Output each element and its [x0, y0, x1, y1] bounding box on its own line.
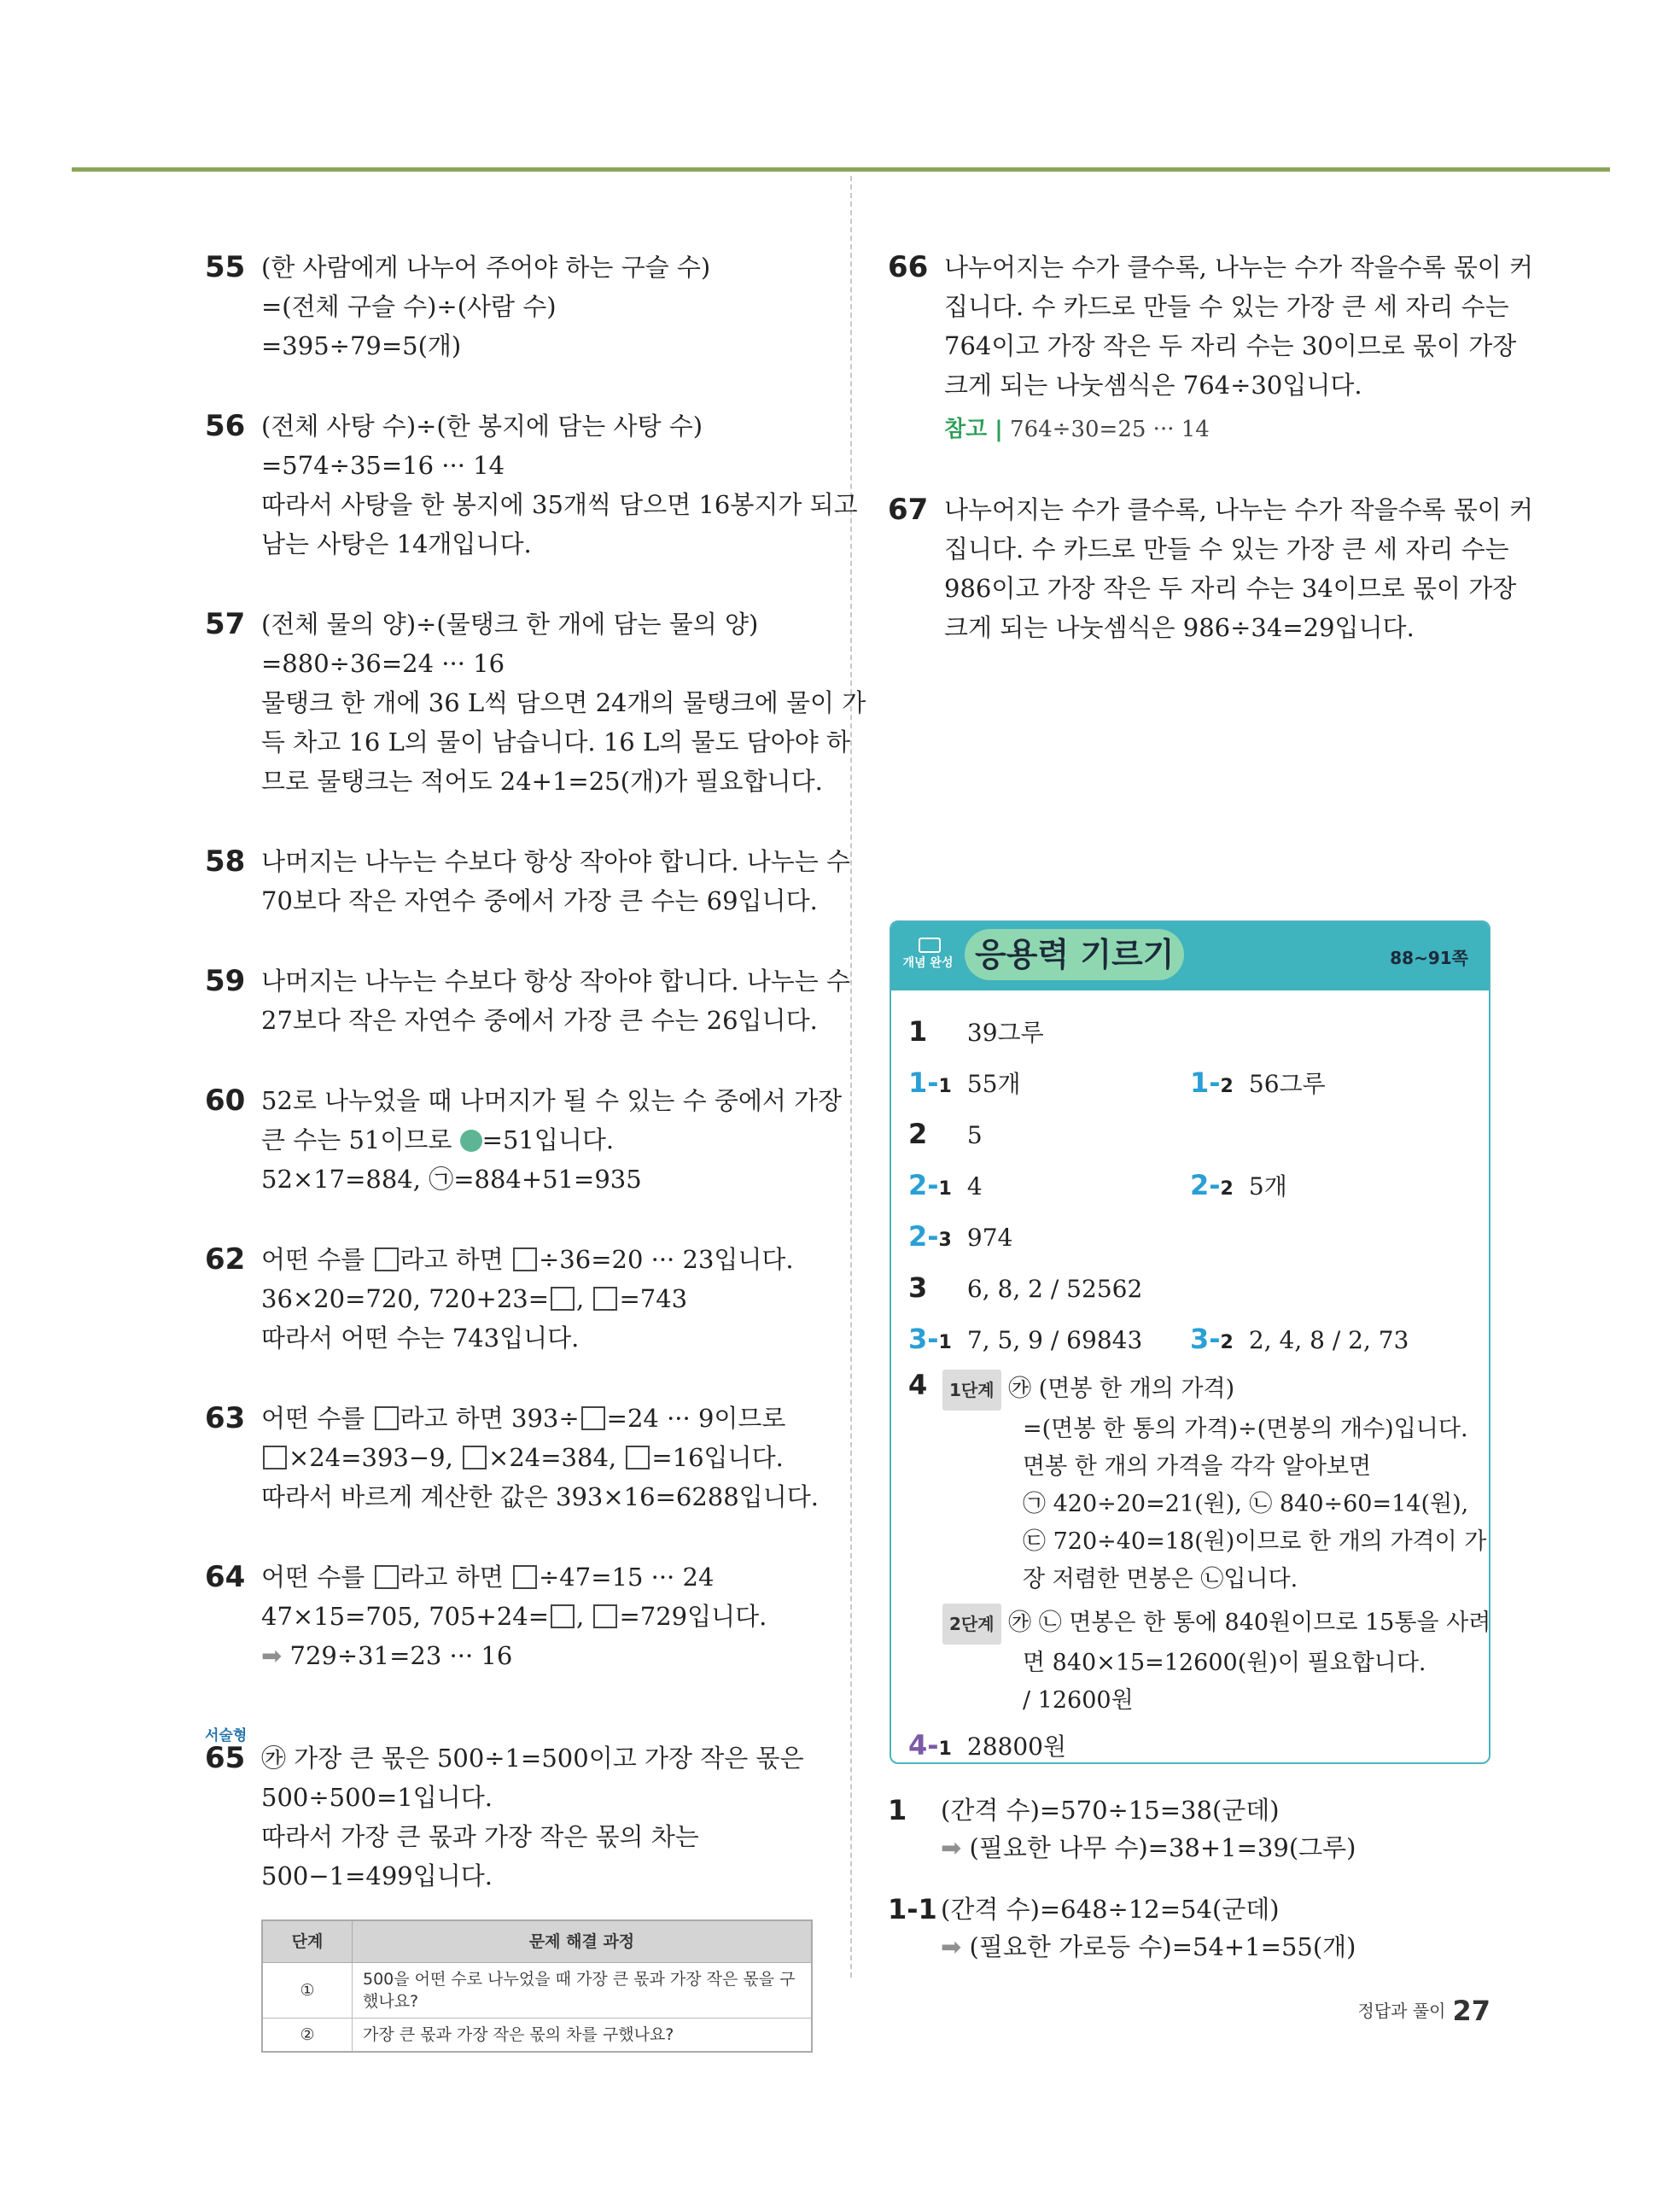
answer-67	[888, 490, 1534, 647]
answer-key	[1190, 1313, 1241, 1369]
text-fragment: (필요한 가로등 수)=54+1=55(개)	[969, 1932, 1356, 1961]
blank-box-icon	[626, 1446, 650, 1469]
solution-line	[942, 1370, 1472, 1411]
answer-line	[261, 1120, 820, 1160]
answer-line: 집니다. 수 카드로 만들 수 있는 가장 큰 세 자리 수는	[944, 292, 1509, 321]
panel-header	[891, 922, 1489, 990]
table-cell: ①	[262, 1963, 353, 2019]
answer-line: 70보다 작은 자연수 중에서 가장 큰 수는 69입니다.	[261, 886, 818, 915]
answer-right-half	[1190, 1313, 1409, 1369]
answer-line: 크게 되는 나눗셈식은 764÷30입니다.	[944, 371, 1362, 400]
answer-value: 28800원	[966, 1732, 1067, 1761]
solution-line: / 12600원	[1023, 1687, 1134, 1714]
answer-62	[205, 1240, 820, 1358]
text-fragment: =24 ··· 9이므로	[606, 1404, 786, 1433]
answer-line: 986이고 가장 작은 두 자리 수는 34이므로 몫이 가장	[944, 574, 1517, 603]
answer-value: 39그루	[966, 1019, 1044, 1047]
answer-row	[908, 1313, 1472, 1364]
step-1-badge: 1단계	[942, 1370, 1001, 1411]
answer-line: 27보다 작은 자연수 중에서 가장 큰 수는 26입니다.	[261, 1006, 818, 1035]
arrow-right-icon: ➡	[261, 1641, 283, 1670]
question-number: 58	[205, 844, 246, 879]
answer-line: =(전체 구슬 수)÷(사람 수)	[261, 292, 557, 321]
answer-line: 남는 사탕은 14개입니다.	[261, 529, 532, 558]
text-fragment: ,	[576, 1284, 585, 1313]
answer-line: 나누어지는 수가 클수록, 나누는 수가 작을수록 몫이 커	[944, 253, 1534, 282]
question-number: 59	[205, 964, 246, 998]
answer-line: 500÷500=1입니다.	[261, 1783, 493, 1812]
key-main: 4-	[908, 1729, 939, 1762]
answer-59	[205, 961, 851, 1040]
solution-line: 장 저렴한 면봉은 ㉡입니다.	[1023, 1566, 1298, 1592]
question-number: 60	[205, 1084, 246, 1118]
text-fragment: ÷47=15 ··· 24	[539, 1563, 715, 1592]
answer-line: 득 차고 16 L의 물이 남습니다. 16 L의 물도 담아야 하	[261, 727, 850, 757]
text-fragment: 47×15=705, 705+24=	[261, 1602, 550, 1631]
answer-value: 5개	[1248, 1172, 1287, 1201]
solution-1-1	[888, 1890, 1502, 1966]
text-fragment: =51입니다.	[481, 1125, 615, 1154]
answer-4-solution	[908, 1369, 1491, 1720]
answer-line	[261, 1399, 820, 1438]
text-fragment: ÷36=20 ··· 23입니다.	[539, 1245, 794, 1274]
scoring-rubric-table	[261, 1919, 813, 2053]
answer-value: 6, 8, 2 / 52562	[966, 1275, 1143, 1303]
answer-row	[908, 1160, 1472, 1211]
answer-value: 5	[966, 1121, 983, 1149]
blank-box-icon	[375, 1247, 399, 1271]
reference-note	[944, 410, 1502, 449]
question-number: 66	[888, 250, 929, 284]
table-cell: 가장 큰 몫과 가장 작은 몫의 차를 구했나요?	[353, 2019, 813, 2053]
text-fragment: ×24=384,	[488, 1443, 617, 1472]
key-sub: 2	[1220, 1178, 1234, 1200]
table-header-row	[262, 1920, 812, 1963]
key-main: 1-	[908, 1066, 939, 1099]
solution-line: 면봉 한 개의 가격을 각각 알아보면	[1023, 1453, 1372, 1480]
solution-1	[888, 1791, 1502, 1867]
question-number: 56	[205, 409, 246, 443]
table-row	[262, 1963, 812, 2019]
answer-58	[205, 842, 851, 920]
text-fragment: ㉮ ㉡ 면봉은 한 통에 840원이므로 15통을 사려	[1008, 1610, 1491, 1636]
blank-box-icon	[513, 1565, 537, 1589]
answer-line: 500−1=499입니다.	[261, 1861, 493, 1890]
column-header: 문제 해결 과정	[353, 1920, 813, 1963]
answer-right-half	[1190, 1057, 1326, 1113]
solution-line	[941, 1829, 1502, 1867]
page-number: 27	[1452, 1995, 1490, 2027]
answer-value: 7, 5, 9 / 69843	[966, 1326, 1143, 1354]
answer-line: 나누어지는 수가 클수록, 나누는 수가 작을수록 몫이 커	[944, 495, 1534, 524]
answer-key	[908, 1720, 960, 1775]
key-main: 3-	[908, 1323, 939, 1355]
text-fragment: ,	[576, 1602, 585, 1631]
solution-line: =(면봉 한 통의 가격)÷(면봉의 개수)입니다.	[1023, 1416, 1468, 1442]
text-fragment: 어떤 수를	[261, 1563, 365, 1592]
answer-line: =574÷35=16 ··· 14	[261, 451, 505, 480]
key-main: 2-	[908, 1169, 939, 1201]
answer-line: ㉮ 가장 큰 몫은 500÷1=500이고 가장 작은 몫은	[261, 1744, 804, 1773]
solution-line: (간격 수)=570÷15=38(군데)	[941, 1796, 1280, 1825]
note-label: 참고 |	[944, 417, 1003, 442]
key-main: 2-	[908, 1220, 939, 1253]
detailed-solutions	[888, 1791, 1502, 1989]
answer-line	[261, 1438, 820, 1477]
question-number: 67	[888, 493, 929, 527]
answer-line: 나머지는 나누는 수보다 항상 작아야 합니다. 나누는 수	[261, 847, 851, 876]
answer-55	[205, 248, 820, 365]
answer-key: 4	[908, 1369, 928, 1401]
answer-57	[205, 605, 866, 801]
text-fragment: 큰 수는 51이므로	[261, 1125, 452, 1154]
question-number: 65	[205, 1741, 246, 1775]
solution-line: ㉢ 720÷40=18(원)이므로 한 개의 가격이 가	[1023, 1528, 1487, 1555]
essay-tag: 서술형	[205, 1727, 248, 1744]
answer-line: 크게 되는 나눗셈식은 986÷34=29입니다.	[944, 613, 1415, 642]
text-fragment: =16입니다.	[651, 1443, 784, 1472]
blank-box-icon	[463, 1446, 487, 1469]
key-main: 3-	[1190, 1323, 1221, 1355]
concept-badge: 개념 완성	[898, 936, 958, 979]
answer-63	[205, 1399, 820, 1516]
solution-line	[942, 1604, 1491, 1645]
question-number: 55	[205, 250, 246, 284]
answer-row	[908, 1057, 1472, 1108]
arrow-right-icon: ➡	[941, 1932, 962, 1961]
solution-line: ㉠ 420÷20=21(원), ㉡ 840÷60=14(원),	[1023, 1491, 1469, 1517]
key-sub: 1	[938, 1332, 952, 1353]
arrow-right-icon: ➡	[941, 1833, 962, 1862]
answer-line: (전체 사탕 수)÷(한 봉지에 담는 사탕 수)	[261, 412, 703, 441]
answer-line: 따라서 어떤 수는 743입니다.	[261, 1323, 580, 1353]
blank-box-icon	[513, 1247, 537, 1271]
text-fragment: 라고 하면 393÷	[400, 1404, 580, 1433]
solution-line: 면 840×15=12600(원)이 필요합니다.	[1023, 1650, 1426, 1676]
answer-line	[261, 1557, 820, 1597]
answer-line: 764이고 가장 작은 두 자리 수는 30이므로 몫이 가장	[944, 331, 1517, 360]
question-number: 64	[205, 1560, 246, 1594]
blank-box-icon	[581, 1406, 605, 1430]
text-fragment: 라고 하면	[400, 1563, 504, 1592]
page-footer	[1358, 1995, 1491, 2027]
column-divider	[850, 176, 852, 1978]
answer-row	[908, 1262, 1472, 1313]
answer-line: (한 사람에게 나누어 주어야 하는 구슬 수)	[261, 253, 711, 282]
blank-box-icon	[263, 1446, 287, 1469]
text-fragment: ×24=393−9,	[289, 1443, 453, 1472]
answer-key: 3	[908, 1271, 928, 1304]
answer-row	[908, 1108, 1472, 1160]
answer-line: 집니다. 수 카드로 만들 수 있는 가장 큰 세 자리 수는	[944, 535, 1509, 564]
blank-box-icon	[375, 1406, 399, 1430]
left-column	[205, 248, 866, 2094]
answer-value: 974	[966, 1224, 1013, 1252]
answer-56	[205, 406, 858, 564]
answer-65	[205, 1727, 820, 2053]
table-row	[262, 2019, 812, 2053]
answer-value: 56그루	[1248, 1070, 1326, 1098]
solution-line: (간격 수)=648÷12=54(군데)	[941, 1895, 1280, 1924]
answer-row	[908, 1720, 1472, 1771]
green-circle-icon	[460, 1130, 482, 1152]
blank-box-icon	[375, 1565, 399, 1589]
answer-key: 2	[908, 1118, 928, 1150]
answer-key	[908, 1211, 960, 1266]
panel-body	[891, 990, 1489, 1786]
text-fragment: =743	[619, 1284, 688, 1313]
answer-line: 따라서 바르게 계산한 값은 393×16=6288입니다.	[261, 1482, 819, 1511]
text-fragment: 729÷31=23 ··· 16	[289, 1641, 513, 1670]
answer-60	[205, 1081, 843, 1199]
blank-box-icon	[551, 1287, 575, 1311]
answer-line	[261, 1279, 820, 1318]
text-fragment: (필요한 나무 수)=38+1=39(그루)	[969, 1833, 1356, 1862]
question-number: 62	[205, 1242, 246, 1277]
question-number: 63	[205, 1401, 246, 1435]
step-2-badge: 2단계	[942, 1604, 1001, 1645]
answer-line	[261, 1597, 820, 1636]
answer-line: 물탱크 한 개에 36 L씩 담으면 24개의 물탱크에 물이 가	[261, 688, 866, 717]
key-sub: 1	[938, 1178, 952, 1200]
answer-key: 1	[908, 1015, 928, 1048]
right-column	[888, 248, 1534, 688]
answer-line: 므로 물탱크는 적어도 24+1=25(개)가 필요합니다.	[261, 767, 823, 796]
blank-box-icon	[593, 1287, 617, 1311]
top-rule	[72, 167, 1610, 172]
answer-line	[261, 1636, 820, 1675]
text-fragment: =729입니다.	[619, 1602, 767, 1631]
answer-key	[908, 1057, 960, 1113]
key-sub: 2	[1220, 1076, 1234, 1097]
answer-key	[908, 1160, 960, 1215]
answer-66	[888, 248, 1534, 449]
key-main: 2-	[1190, 1169, 1221, 1201]
panel-title: 응용력 기르기	[965, 929, 1184, 980]
answer-line: =880÷36=24 ··· 16	[261, 649, 505, 678]
answer-line: 따라서 가장 큰 몫과 가장 작은 몫의 차는	[261, 1822, 699, 1851]
answer-line	[261, 1240, 820, 1279]
answer-line: 52×17=884, ㉠=884+51=935	[261, 1165, 642, 1194]
text-fragment: 라고 하면	[400, 1245, 504, 1274]
answer-row	[908, 1006, 1472, 1057]
text-fragment: 어떤 수를	[261, 1245, 365, 1274]
blank-box-icon	[593, 1604, 617, 1628]
footer-label: 정답과 풀이	[1357, 2001, 1446, 2021]
answer-key	[1190, 1160, 1241, 1215]
text-fragment: 36×20=720, 720+23=	[261, 1284, 550, 1313]
answer-right-half	[1190, 1160, 1287, 1215]
answer-line: =395÷79=5(개)	[261, 331, 462, 360]
key-sub: 2	[1220, 1332, 1234, 1353]
answer-key	[908, 1313, 960, 1369]
text-fragment: 어떤 수를	[261, 1404, 365, 1433]
answer-value: 55개	[966, 1070, 1021, 1098]
question-number: 1-1	[888, 1893, 937, 1925]
solution-line	[941, 1928, 1502, 1966]
key-sub: 3	[938, 1230, 952, 1251]
text-fragment: ㉮ (면봉 한 개의 가격)	[1008, 1376, 1235, 1402]
key-main: 1-	[1190, 1066, 1221, 1099]
page-range: 88~91쪽	[1390, 948, 1468, 968]
key-sub: 1	[938, 1738, 952, 1760]
answer-64	[205, 1557, 820, 1675]
application-practice-panel	[890, 920, 1490, 1764]
answer-key	[1190, 1057, 1241, 1113]
answer-value: 2, 4, 8 / 2, 73	[1248, 1326, 1409, 1354]
answer-row	[908, 1211, 1472, 1262]
answer-value: 4	[966, 1172, 983, 1201]
note-text: 764÷30=25 ··· 14	[1010, 417, 1210, 442]
table-cell: 500을 어떤 수로 나누었을 때 가장 큰 몫과 가장 작은 몫을 구했나요?	[353, 1963, 813, 2019]
key-sub: 1	[938, 1076, 952, 1097]
answer-line: 52로 나누었을 때 나머지가 될 수 있는 수 중에서 가장	[261, 1086, 843, 1115]
answer-line: 나머지는 나누는 수보다 항상 작아야 합니다. 나누는 수	[261, 967, 851, 996]
blank-box-icon	[551, 1604, 575, 1628]
column-header: 단계	[262, 1920, 353, 1963]
question-number: 57	[205, 607, 246, 641]
answer-line: 따라서 사탕을 한 봉지에 35개씩 담으면 16봉지가 되고	[261, 490, 858, 519]
question-number: 1	[888, 1794, 907, 1826]
answer-line: (전체 물의 양)÷(물탱크 한 개에 담는 물의 양)	[261, 610, 759, 639]
table-cell: ②	[262, 2019, 353, 2053]
